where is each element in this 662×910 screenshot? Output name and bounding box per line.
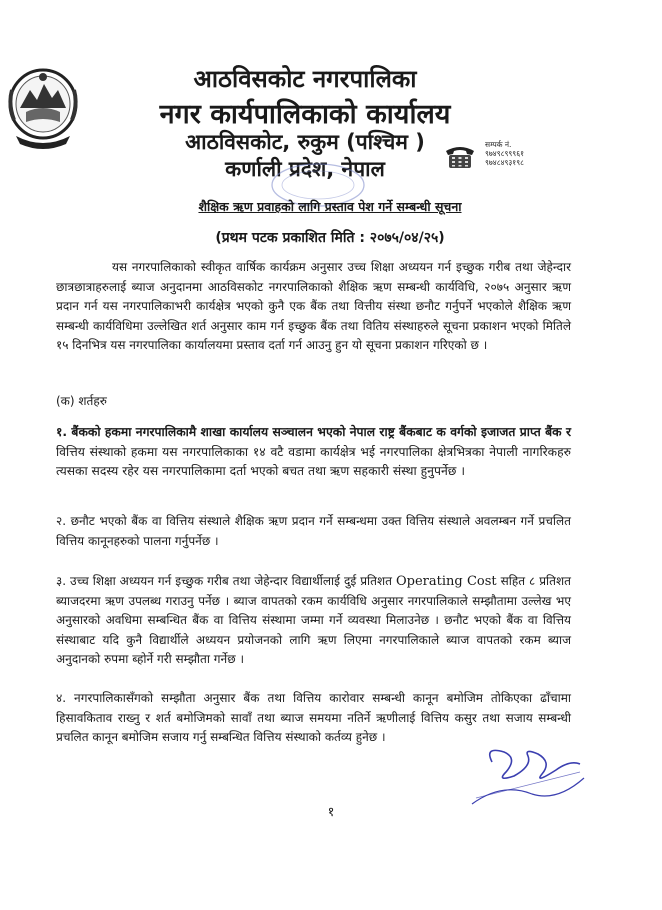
notice-title: शैक्षिक ऋण प्रवाहको लागि प्रस्ताव पेश गर्ने सम्बन्धी सूचना (198, 199, 462, 214)
province-name: कर्णाली प्रदेश, नेपाल (225, 157, 385, 181)
publish-date: (प्रथम पटक प्रकाशित मिति : २०७५/०४/२५) (215, 230, 445, 246)
condition-3 (56, 572, 571, 670)
condition-1-bold: १. बैंकको हकमा नगरपालिकामै शाखा कार्यालय सञ्चालन भएको नेपाल राष्ट्र बैंकबाट क वर्गको इजाजत प्राप्त बैंक र (56, 425, 571, 439)
condition-2: २. छनौट भएको बैंक वा वित्तिय संस्थाले शैक्षिक ऋण प्रदान गर्ने सम्बन्धमा उक्त वित्तिय संस्थाले अवलम्बन गर्ने प्रचलित वित्तिय कानूनहरुको पालना गर्नुपर्नेछ । (56, 514, 571, 548)
office-address: आठविसकोट, रुकुम (पश्चिम ) (185, 130, 425, 154)
municipality-name: आठविसकोट नगरपालिका (193, 65, 417, 93)
contact-block (485, 140, 524, 167)
condition-3-english: Operating Cost (395, 574, 497, 589)
condition-1-rest: वित्तिय संस्थाको हकमा यस नगरपालिकाका १४ वटै वडामा कार्यक्षेत्र भई नगरपालिका क्षेत्रभित्रका नेपाली नागरिकहरु त्यसका सदस्य रहेर यस नगरपालिकामा दर्ता भएको बचत तथा ऋण सहकारी संस्था हुनुपर्नेछ । (56, 444, 571, 478)
section-heading: (क) शर्तहरु (56, 394, 107, 408)
signature (462, 742, 592, 810)
intro-paragraph: यस नगरपालिकाको स्वीकृत वार्षिक कार्यक्रम अनुसार उच्च शिक्षा अध्ययन गर्न इच्छुक गरीब तथा जेहेन्दार छात्रछात्राहरुलाई ब्याज अनुदानमा आठविसकोट नगरपालिकाको शैक्षिक ऋण सम्बन्धी कार्यविधि, २०७५ अनुसार ऋण प्रदान गर्न यस नगरपालिकाभरी कार्यक्षेत्र भएको कुनै एक बैंक तथा वित्तीय संस्था छनौट गर्नुपर्ने भएकोले शैक्षिक ऋण सम्बन्धी कार्यविधिमा उल्लेखित शर्त अनुसार काम गर्न इच्छुक बैंक तथा वितिय संस्थाहरुले सूचना प्रकाशन भएको मितिले १५ दिनभित्र यस नगरपालिका कार्यालयमा प्रस्ताव दर्ता गर्न आउनु हुन यो सूचना प्रकाशन गरिएको छ । (56, 260, 571, 352)
contact-label: सम्पर्क नं. (485, 140, 512, 149)
contact-phone-2: ९७४८४९३१९८ (485, 158, 524, 167)
page-number: १ (327, 805, 335, 820)
condition-4: ४. नगरपालिकासँगको सम्झौता अनुसार बैंक तथा वित्तिय कारोवार सम्बन्धी कानून बमोजिम तोकिएका ढाँचामा हिसावकिताव राख्नु र शर्त बमोजिमको सावाँ तथा ब्याज समयमा नतिर्ने ऋणीलाई वित्तिय कसुर तथा सजाय सम्बन्धी प्रचलित कानून बमोजिम सजाय गर्नु सम्बन्धित वित्तिय संस्थाको कर्तव्य हुनेछ । (56, 691, 571, 744)
condition-3-post: सहित ८ प्रतिशत ब्याजदरमा ऋण उपलब्ध गराउनु पर्नेछ । ब्याज वापतको रकम कार्यविधि अनुसार नगरपालिकाले सम्झौतामा उल्लेख भए अनुसारको अवधिमा सम्बन्धित बैंक वा वित्तिय संस्थामा जम्मा गर्ने व्यवस्था मिलाउनेछ । छनौट भएको बैंक वा वित्तिय संस्थाबाट यदि कुनै विद्यार्थीले अध्ययन प्रयोजनको लागि ऋण लिएमा नगरपालिकाले ब्याज वापतको रकम ब्याज अनुदानको रुपमा ब्होर्ने गरी सम्झौता गर्नेछ । (56, 574, 572, 666)
condition-1 (56, 423, 571, 482)
contact-phone-1: ९७४९८९९९६१ (485, 149, 524, 158)
nepal-emblem-icon (6, 60, 80, 152)
telephone-icon (443, 142, 477, 170)
office-name: नगर कार्यपालिकाको कार्यालय (159, 99, 451, 130)
condition-3-pre: ३. उच्च शिक्षा अध्ययन गर्न इच्छुक गरीब तथा जेहेन्दार विद्यार्थीलाई दुई प्रतिशत (56, 574, 396, 588)
